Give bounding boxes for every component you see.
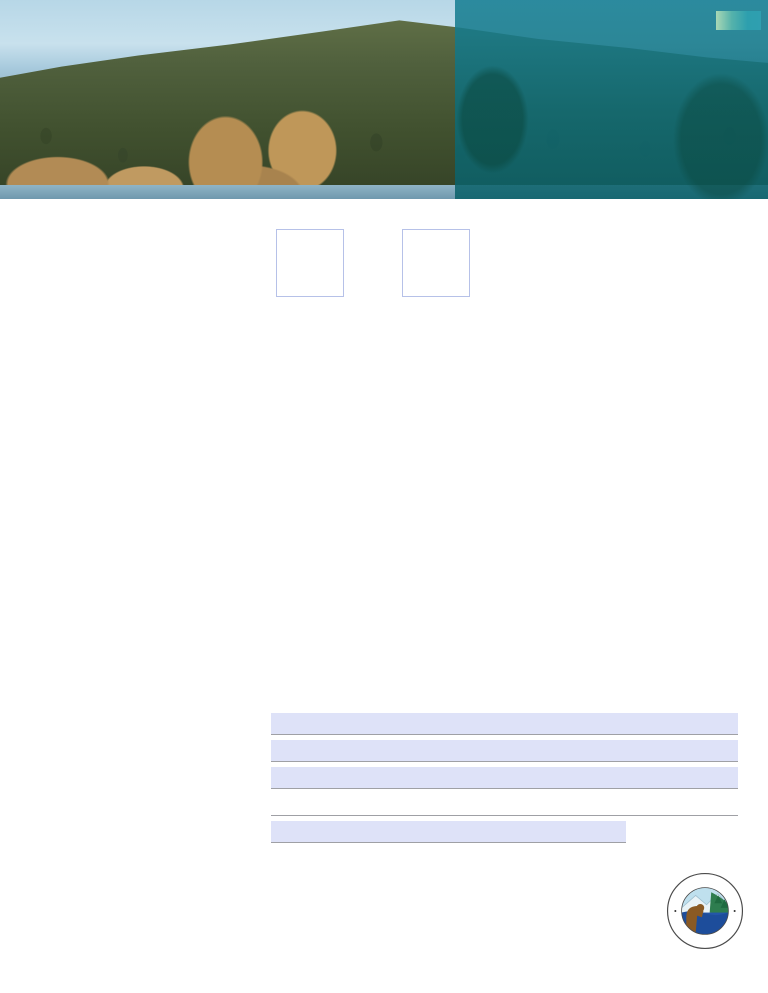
back-to-toc-button[interactable] bbox=[716, 11, 761, 30]
field-row-guest-address bbox=[264, 741, 738, 762]
qr-code-bigbear-blvd[interactable] bbox=[402, 229, 470, 297]
guest-signature-input[interactable] bbox=[271, 796, 738, 816]
field-row-guest-name bbox=[264, 714, 738, 735]
field-row-city-state-zip bbox=[264, 768, 738, 789]
city-state-zip-input[interactable] bbox=[271, 769, 738, 789]
guest-address-input[interactable] bbox=[271, 742, 738, 762]
guest-name-input[interactable] bbox=[271, 715, 738, 735]
column-left bbox=[33, 216, 250, 229]
date-input[interactable] bbox=[271, 823, 626, 843]
field-row-guest-signature bbox=[264, 795, 738, 816]
column-right bbox=[497, 216, 738, 229]
qr-item-bigbear-blvd bbox=[402, 229, 490, 304]
qr-code-garstin-drive[interactable] bbox=[276, 229, 344, 297]
header-photo-rocks bbox=[0, 93, 480, 189]
signature-section bbox=[264, 708, 738, 843]
column-middle bbox=[264, 216, 489, 304]
qr-item-garstin bbox=[276, 229, 364, 304]
header-banner bbox=[0, 0, 768, 199]
field-row-date bbox=[264, 822, 738, 843]
qr-code-row bbox=[264, 229, 489, 304]
city-seal-logo bbox=[666, 872, 744, 950]
